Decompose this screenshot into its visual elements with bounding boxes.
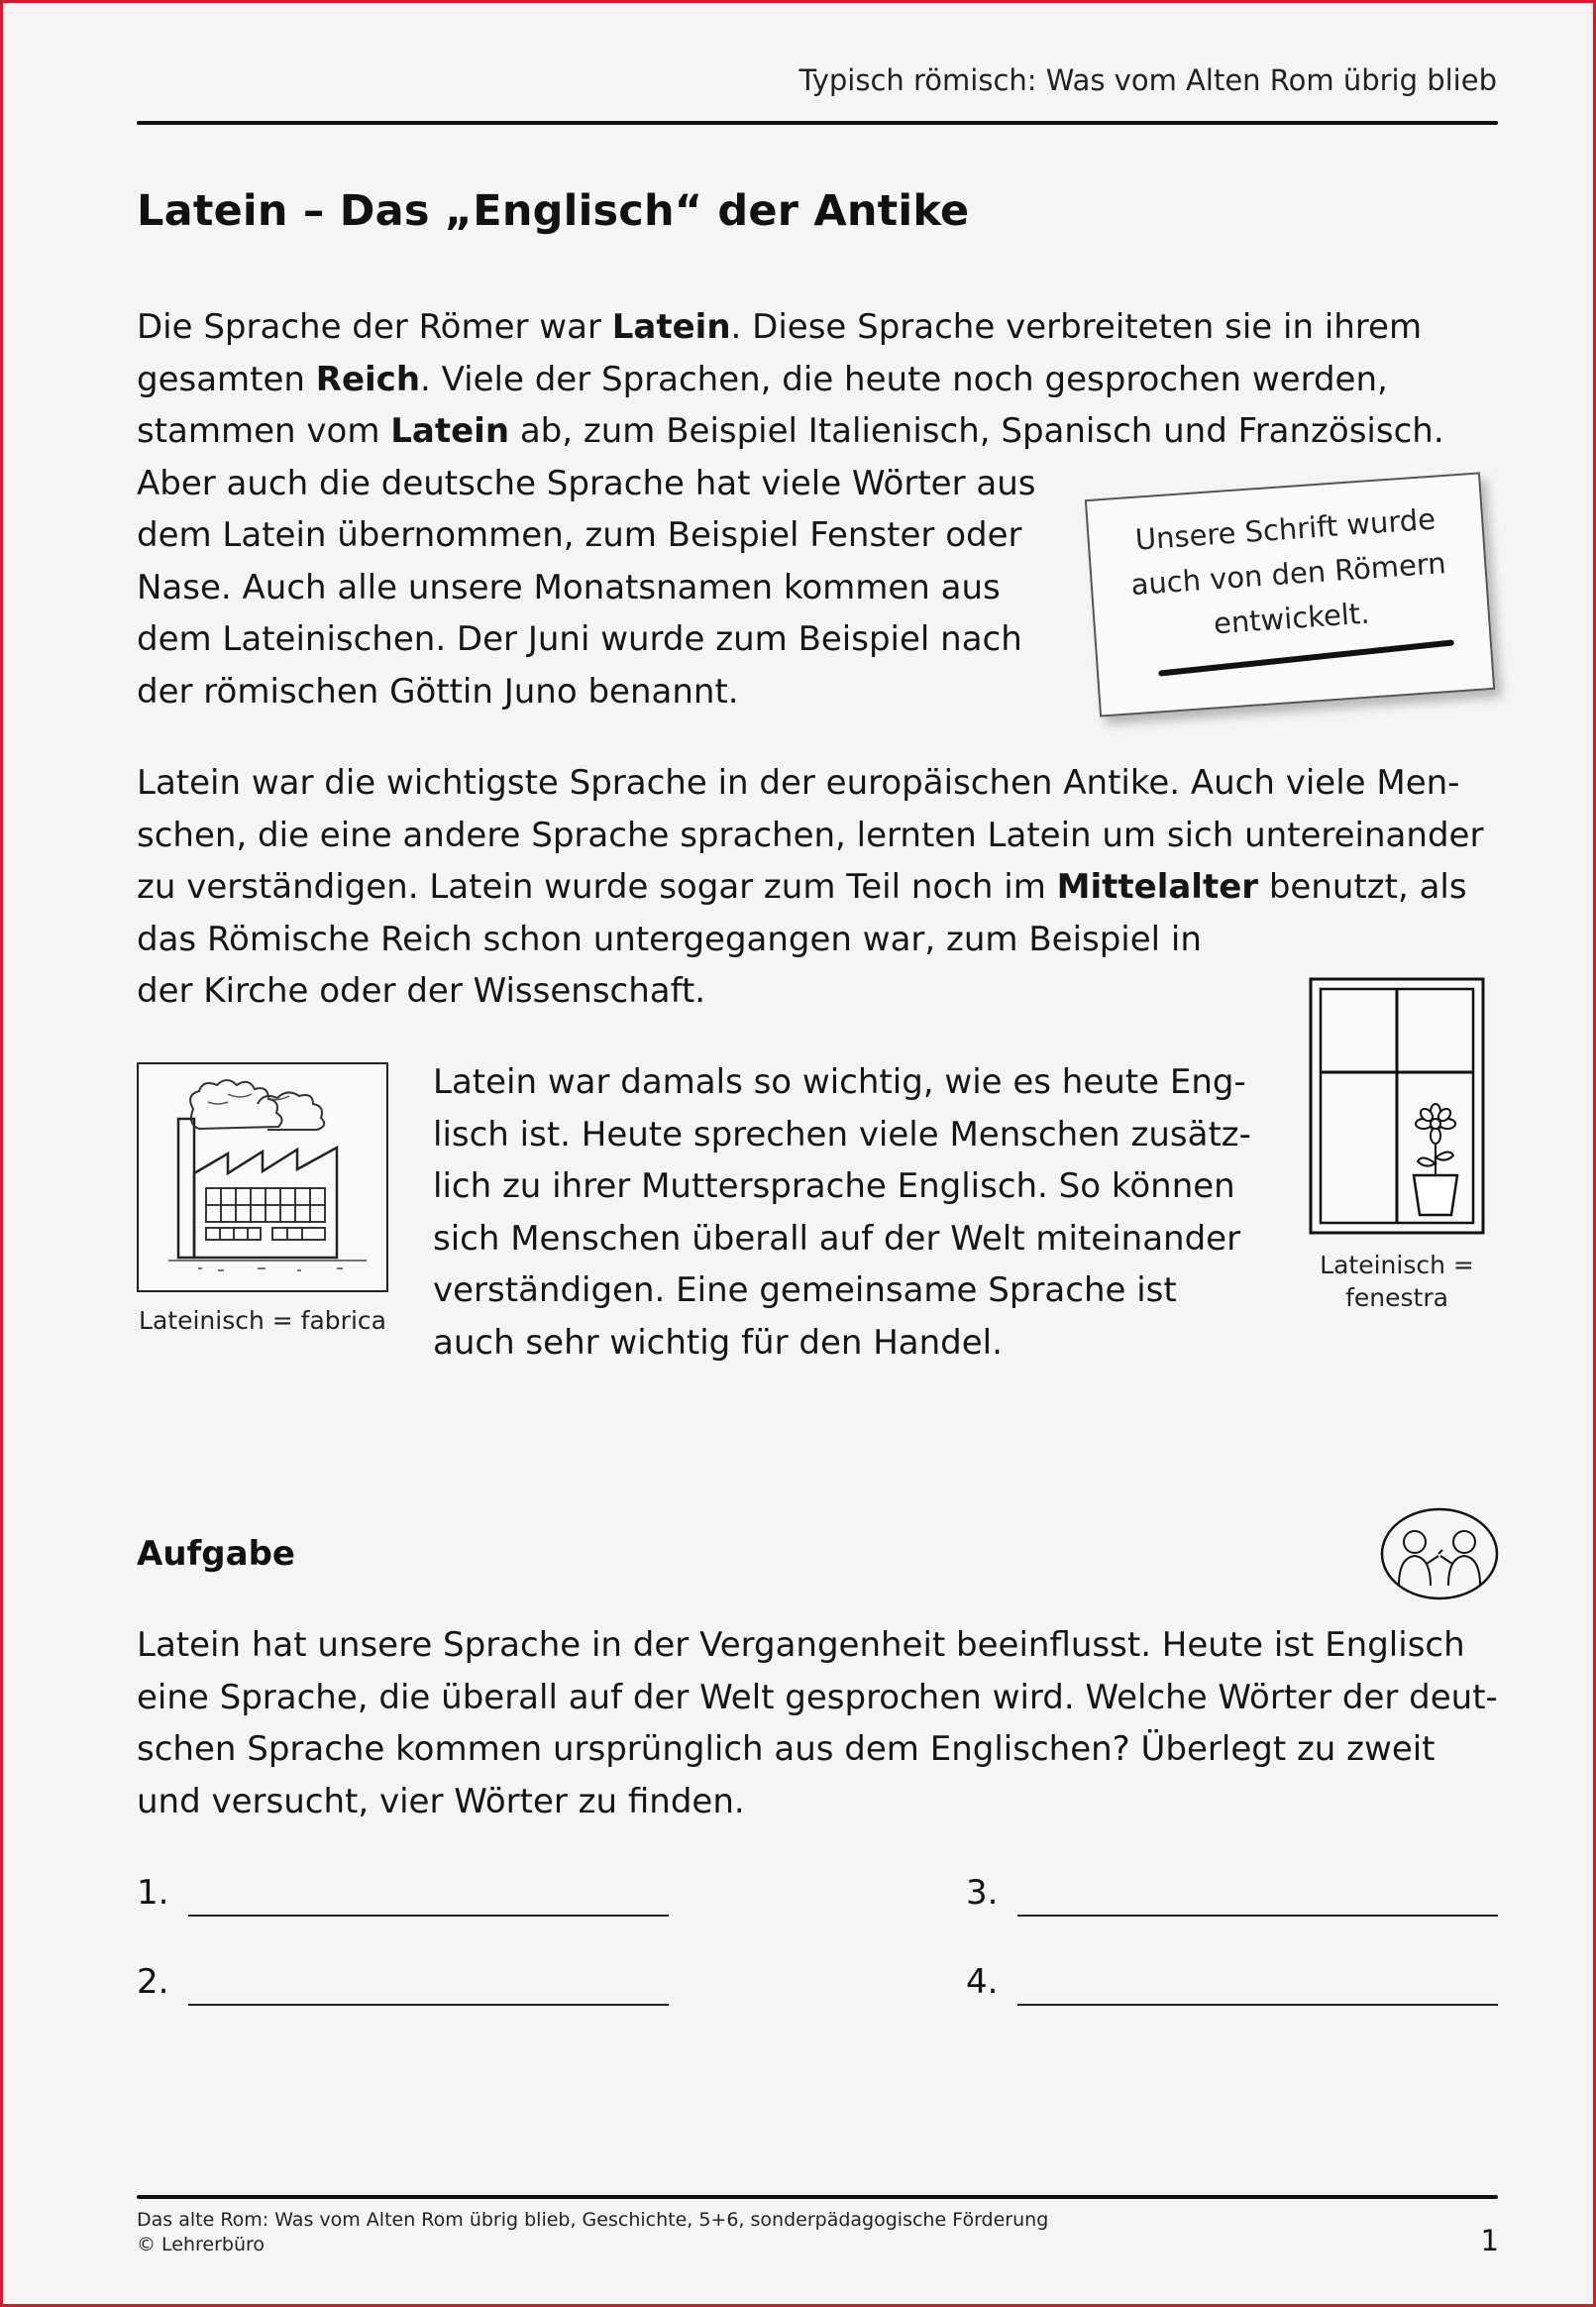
window-caption: Lateinisch = fenestra xyxy=(1320,1251,1474,1312)
window-illustration xyxy=(1309,977,1485,1235)
paragraph-intro: Die Sprache der Römer war Latein. Diese Sprache verbreiteten sie in ihrem gesamten Reich. Viele der Sprachen, die heute noch gesprochen werden, stammen vom Latein ab, zum Beispiel Italienisch, Spanisch und Französisch. Aber auch die deutsche Sprache hat viele Wörter aus dem Latein übernommen, zum Beispiel Fenster oder Nase. Auch alle unsere Monatsnamen kommen aus dem Lateinischen. Der Juni wurde zum Beispiel nach der römischen Göttin Juno benannt. xyxy=(137,307,1444,712)
paragraph-antiquity: Latein war die wichtigste Sprache in der europäischen Antike. Auch viele Men- schen, die eine andere Sprache sprachen, lernten Latein um sich untereinander zu verständigen. Latein wurde sogar zum Teil noch im Mittelalter benutzt, als das Römische Reich schon untergegangen war, zum Beispiel in der Kirche oder der Wissenschaft. xyxy=(137,763,1484,1011)
page-title: Latein – Das „Englisch“ der Antike xyxy=(137,186,970,236)
running-title: Typisch römisch: Was vom Alten Rom übrig blieb xyxy=(798,63,1497,97)
partner-work-icon xyxy=(1379,1506,1500,1605)
page-number: 1 xyxy=(1480,2224,1499,2257)
factory-illustration xyxy=(137,1062,388,1292)
task-heading: Aufgabe xyxy=(137,1534,295,1574)
task-text: Latein hat unsere Sprache in der Vergangenheit beeinflusst. Heute ist Englisch eine Sprache, die überall auf der Welt gesprochen wird. Welche Wörter der deut- schen Sprache kommen ursprünglich aus dem Englischen? Überlegt zu zweit und versucht, vier Wörter zu finden. xyxy=(137,1625,1498,1821)
sticky-note: Unsere Schrift wurde auch von den Römern entwickelt. xyxy=(1085,472,1495,716)
header-rule xyxy=(137,121,1498,125)
paragraph-english-comparison: Latein war damals so wichtig, wie es heute Eng- lisch ist. Heute sprechen viele Menschen zusätz- lich zu ihrer Muttersprache Englisch. So können sich Menschen überall auf der Welt miteinander verständigen. Eine gemeinsame Sprache ist auch sehr wichtig für den Handel. xyxy=(433,1062,1251,1363)
footer-credits: Das alte Rom: Was vom Alten Rom übrig blieb, Geschichte, 5+6, sonderpädagogische Förderung © Lehrerbüro xyxy=(137,2209,1049,2255)
factory-caption: Lateinisch = fabrica xyxy=(139,1306,386,1335)
footer-rule xyxy=(137,2195,1498,2199)
